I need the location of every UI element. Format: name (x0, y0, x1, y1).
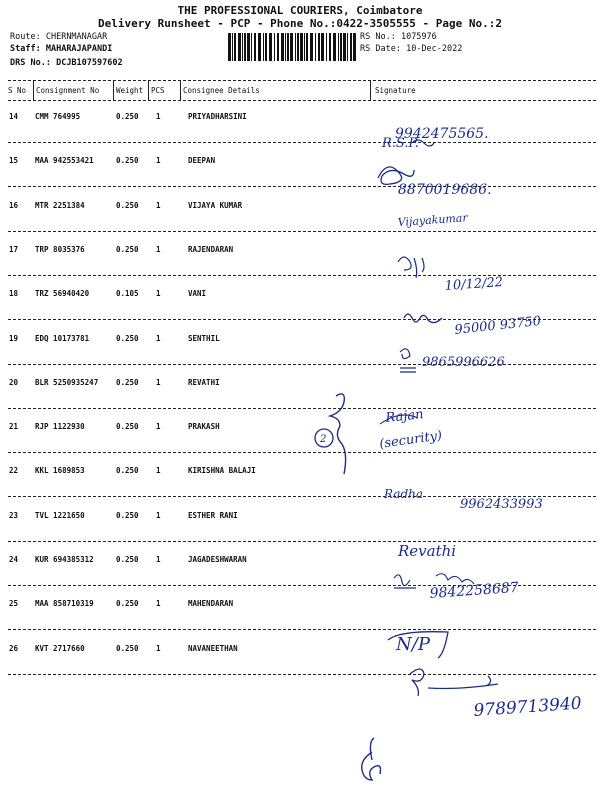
row-consignee: DEEPAN (188, 156, 216, 166)
barcode-image (228, 33, 356, 61)
header-top-rule (8, 80, 596, 81)
col-weight: Weight (116, 86, 144, 95)
col-divider (113, 80, 114, 100)
row-consignee: VANI (188, 289, 207, 299)
barcode-bar (258, 33, 261, 61)
rs-no-label: RS No.: (360, 32, 396, 42)
barcode-bar (321, 33, 324, 61)
row-separator (8, 408, 596, 409)
bottom-signature-mark (362, 738, 381, 780)
table-row (0, 599, 600, 643)
table-row (0, 112, 600, 156)
row-consignment: MAA 942553421 (35, 156, 94, 166)
row-weight: 0.250 (116, 112, 139, 121)
row-consignment: KKL 1689853 (35, 466, 85, 476)
row-separator (8, 452, 596, 453)
row-separator (8, 364, 596, 365)
row22-name: Radha (384, 487, 424, 501)
barcode-bar (254, 33, 256, 61)
row-pcs: 1 (156, 643, 161, 653)
row-consignment: TRZ 56940420 (35, 289, 90, 299)
barcode-bar (310, 33, 313, 61)
barcode-bar (228, 33, 231, 61)
table-row (0, 555, 600, 599)
row-weight: 0.250 (116, 643, 139, 653)
route-label: Route: (10, 32, 41, 42)
table-row (0, 511, 600, 555)
barcode-bar (333, 33, 336, 61)
staff-line (10, 44, 112, 54)
rs-date-value: 10-Dec-2022 (406, 44, 463, 54)
row-consignee: RAJENDARAN (188, 244, 234, 254)
barcode-bar (347, 33, 348, 61)
barcode-bar (285, 33, 286, 61)
row-consignee: SENTHIL (188, 333, 220, 343)
row21-note: (security) (378, 428, 444, 452)
barcode-bar (350, 33, 352, 61)
row-weight: 0.250 (116, 466, 139, 476)
barcode-bar (251, 33, 252, 61)
row-separator (8, 629, 596, 630)
rs-date-line (360, 44, 462, 54)
row16-name: Vijayakumar (397, 211, 469, 229)
col-divider (33, 80, 34, 100)
row-weight: 0.105 (116, 289, 139, 299)
row-weight: 0.250 (116, 555, 139, 564)
row-weight: 0.250 (116, 599, 139, 609)
barcode-bar (326, 33, 327, 61)
barcode-bar (306, 33, 308, 61)
row-sno: 14 (9, 112, 19, 121)
drs-line (10, 58, 123, 68)
row18-phone: 95000 93750 (453, 313, 542, 338)
route-line (10, 32, 107, 42)
row-pcs: 1 (156, 510, 161, 520)
runsheet-title: THE PROFESSIONAL COURIERS, Coimbatore (177, 4, 423, 17)
barcode-bar (338, 33, 339, 61)
row-sno: 24 (9, 555, 19, 564)
row-pcs: 1 (156, 599, 161, 609)
row14-phone: 9942475565. (395, 126, 489, 142)
row-separator (8, 275, 596, 276)
row-weight: 0.250 (116, 156, 139, 166)
barcode-bar (265, 33, 267, 61)
barcode-bar (304, 33, 305, 61)
table-row (0, 466, 600, 510)
barcode-bar (287, 33, 289, 61)
barcode-bar (247, 33, 250, 61)
barcode-bar (263, 33, 264, 61)
row-separator (8, 319, 596, 320)
col-consignee: Consignee Details (183, 86, 260, 95)
row-pcs: 1 (156, 244, 161, 254)
row-sno: 22 (9, 466, 19, 476)
col-consignment: Consignment No (36, 86, 100, 95)
row-sno: 16 (9, 200, 19, 210)
row22-phone: 9962433993 (460, 497, 543, 512)
table-row (0, 201, 600, 245)
row-sno: 15 (9, 156, 19, 166)
row-consignment: TVL 1221650 (35, 510, 85, 520)
table-row (0, 156, 600, 200)
rs-no-value: 1075976 (400, 32, 437, 42)
row-weight: 0.250 (116, 510, 139, 520)
row-sno: 17 (9, 244, 19, 254)
row-separator (8, 674, 596, 675)
barcode-bar (297, 33, 299, 61)
row-separator (8, 541, 596, 542)
row26-phone: 9789713940 (472, 693, 583, 721)
barcode-bar (269, 33, 272, 61)
staff-value: MAHARAJAPANDI (45, 44, 113, 54)
table-row (0, 334, 600, 378)
row15-phone: 8870019686. (398, 182, 492, 198)
row-consignment: CMM 764995 (35, 112, 81, 121)
row-pcs: 1 (156, 289, 161, 299)
row-consignee: NAVANEETHAN (188, 643, 238, 653)
row-pcs: 1 (156, 156, 161, 166)
row-weight: 0.250 (116, 244, 139, 254)
drs-label: DRS No.: (10, 58, 51, 68)
barcode-bar (244, 33, 246, 61)
barcode-bar (340, 33, 342, 61)
row14-initials: R.S.P. (382, 136, 419, 151)
row21-name: Rajan (384, 407, 425, 426)
row-weight: 0.250 (116, 377, 139, 387)
row-consignee: PRAKASH (188, 422, 220, 432)
rs-date-label: RS Date: (360, 44, 401, 54)
row-separator (8, 231, 596, 232)
col-signature: Signature (375, 86, 416, 95)
row25-mark: N/P (396, 634, 430, 655)
row-pcs: 1 (156, 555, 161, 564)
col-divider (148, 80, 149, 100)
barcode-bar (343, 33, 346, 61)
barcode-bar (295, 33, 296, 61)
row-consignment: EDQ 10173781 (35, 333, 90, 343)
row-consignment: BLR 5250935247 (35, 377, 99, 387)
col-sno: S No (8, 86, 27, 95)
barcode-bar (277, 33, 279, 61)
col-pcs: PCS (151, 86, 165, 95)
row-consignment: KVT 2717660 (35, 643, 85, 653)
barcode-bar (234, 33, 236, 61)
barcode-bar (300, 33, 303, 61)
row-pcs: 1 (156, 422, 161, 432)
row-consignee: REVATHI (188, 377, 220, 387)
barcode-bar (315, 33, 316, 61)
barcode-bar (353, 33, 356, 61)
row-consignment: TRP 8035376 (35, 244, 85, 254)
row-pcs: 1 (156, 333, 161, 343)
barcode-bar (274, 33, 275, 61)
col-divider (370, 80, 371, 100)
header-bottom-rule (8, 100, 596, 101)
row-consignee: KIRISHNA BALAJI (188, 466, 256, 476)
table-row (0, 644, 600, 688)
row-pcs: 1 (156, 466, 161, 476)
col-divider (180, 80, 181, 100)
row17-date: 10/12/22 (444, 274, 504, 294)
row-consignee: ESTHER RANI (188, 510, 238, 520)
row-weight: 0.250 (116, 200, 139, 210)
row-pcs: 1 (156, 377, 161, 387)
table-row (0, 378, 600, 422)
rs-no-line (360, 32, 437, 42)
row-separator (8, 585, 596, 586)
row-consignment: MAA 858710319 (35, 599, 94, 609)
barcode-bar (238, 33, 241, 61)
drs-value: DCJB107597602 (56, 58, 123, 68)
row-sno: 26 (9, 643, 19, 653)
row-weight: 0.250 (116, 422, 139, 432)
barcode-bar (318, 33, 320, 61)
row-consignee: MAHENDARAN (188, 599, 234, 609)
barcode-bar (242, 33, 243, 61)
row24-phone: 9842258687 (429, 579, 520, 602)
table-row (0, 289, 600, 333)
row19-phone: 9865996626 (422, 355, 505, 370)
row23-name: Revathi (398, 542, 457, 560)
row-sno: 25 (9, 599, 19, 609)
row-consignment: KUR 694385312 (35, 555, 94, 564)
row-consignee: JAGADESHWARAN (188, 555, 247, 564)
table-row (0, 245, 600, 289)
route-value: CHERNMANAGAR (45, 32, 108, 42)
barcode-bar (290, 33, 293, 61)
row-pcs: 1 (156, 200, 161, 210)
barcode-bar (281, 33, 284, 61)
row-weight: 0.250 (116, 333, 139, 343)
barcode-bar (329, 33, 331, 61)
row-separator (8, 186, 596, 187)
row-consignee: VIJAYA KUMAR (188, 200, 243, 210)
row-sno: 19 (9, 333, 19, 343)
row-sno: 23 (9, 510, 19, 520)
row-sno: 18 (9, 289, 19, 299)
barcode-bar (232, 33, 233, 61)
row-sno: 21 (9, 422, 19, 432)
row21-circled: 2 (320, 434, 327, 445)
row-consignment: RJP 1122930 (35, 422, 85, 432)
row-sno: 20 (9, 377, 19, 387)
staff-label: Staff: (10, 44, 41, 54)
runsheet-subtitle: Delivery Runsheet - PCP - Phone No.:0422-3505555 - Page No.:2 (98, 17, 502, 30)
row-separator (8, 142, 596, 143)
row-consignee: PRIYADHARSINI (188, 112, 247, 121)
row-pcs: 1 (156, 112, 161, 121)
row-separator (8, 496, 596, 497)
row-consignment: MTR 2251384 (35, 200, 85, 210)
table-row (0, 422, 600, 466)
